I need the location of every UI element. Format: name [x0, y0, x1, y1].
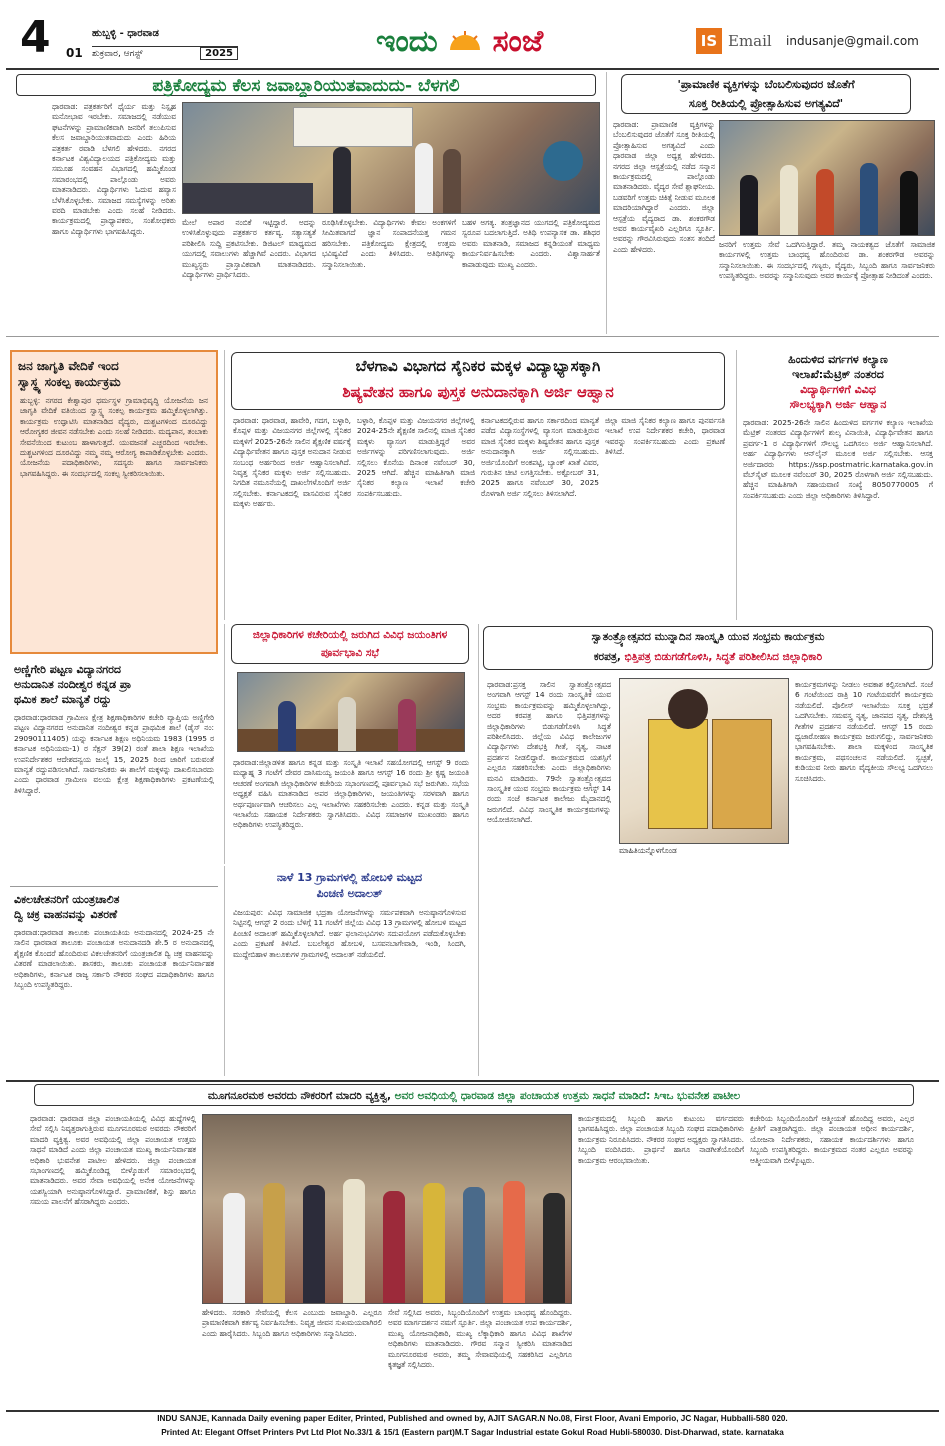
- article-body-col3: ರೂಢಿಸಿಕೊಳ್ಳಬೇಕು. ವಿದ್ಯಾರ್ಥಿಗಳು ಕೇವಲ ಅಂಕಗಳಿಗೆ ಸೀಮಿತವಾಗದೆ ಜ್ಞಾನ ಸಂಪಾದನೆಯತ್ತ ಗಮನ ಹರಿಸಬೇಕು. ಪತ್ರಿಕೋದ್ಯಮ ಕ್ಷೇತ್ರದಲ್ಲಿ ಉತ್ತಮ ಭವಿಷ್ಯವಿದೆ ಎಂದು ತಿಳಿಸಿದರು. ಅತಿಥಿಗಳನ್ನು ಸನ್ಮಾನಿಸಲಾಯಿತು.: [322, 218, 456, 269]
- article-health-pledge: [10, 350, 218, 654]
- headline-line2: ಸೂಕ್ತ ರೀತಿಯಲ್ಲಿ ಪ್ರೋತ್ಸಾಹಿಸುವ ಅಗತ್ಯವಿದೆ': [688, 97, 844, 110]
- headline-part2: ಅವರ ಅವಧಿಯಲ್ಲಿ ಧಾರವಾಡ ಜಿಲ್ಲಾ ಪಂಚಾಯತ ಉತ್ತಮ ಸಾಧನೆ ಮಾಡಿದೆ: ಸಿಇಒ ಭುವನೇಶ ಪಾಟೀಲ: [390, 1090, 741, 1102]
- article-body-col4: ಕಾರ್ಯಕ್ರಮದಲ್ಲಿ ಸಿಬ್ಬಂದಿ ಹಾಗೂ ಕುಟುಂಬ ವರ್ಗದವರು ಭಾಗವಹಿಸಿದ್ದರು. ಜಿಲ್ಲಾ ಪಂಚಾಯತ ಸಿಬ್ಬಂದಿ ಸಂಘದ ಪದಾಧಿಕಾರಿಗಳು ಕಾರ್ಯಕ್ರಮ ನಿರೂಪಿಸಿದರು. ನೌಕರರ ಸಂಘದ ಅಧ್ಯಕ್ಷರು ಸ್ವಾಗತಿಸಿದರು. ಸಿಬ್ಬಂದಿ ವಂದಿಸಿದರು. ಪ್ರಾರ್ಥನೆ ಹಾಗೂ ನಾಡಗೀತೆಯೊಂದಿಗೆ ಕಾರ್ಯಕ್ರಮ ಆರಂಭವಾಯಿತು.: [578, 1114, 744, 1165]
- person-figure: [338, 697, 356, 751]
- headline-line2b: ಭಿತ್ತಿಪತ್ರ ಬಿಡುಗಡೆಗೊಳಿಸಿ, ಸಿದ್ಧತೆ ಪರಿಶೀಲಿಸಿದ ಜಿಲ್ಲಾಧಿಕಾರಿ: [624, 651, 823, 663]
- headline-line2: ಶಿಷ್ಯವೇತನ ಹಾಗೂ ಪುಸ್ತಕ ಅನುದಾನಕ್ಕಾಗಿ ಅರ್ಜಿ ಆಹ್ವಾನ: [342, 383, 614, 401]
- banner-40: [543, 141, 583, 181]
- section-rule: [6, 1080, 939, 1082]
- headline-line2: ಪಿಂಚಣಿ ಅದಾಲತ್: [316, 887, 383, 900]
- person-figure: [278, 701, 296, 751]
- article-journalism: [6, 72, 604, 334]
- article-body-col2: ಮೇಲೆ ಅಪಾರ ನಂಬಿಕೆ ಇಟ್ಟಿದ್ದಾರೆ. ಅದನ್ನು ಉಳಿಸಿಕೊಳ್ಳುವುದು ಪತ್ರಕರ್ತರ ಕರ್ತವ್ಯ. ಸತ್ಯಾಸತ್ಯತೆ ಪರಿಶೀಲಿಸಿ ಸುದ್ದಿ ಪ್ರಕಟಿಸಬೇಕು. ಡಿಜಿಟಲ್ ಮಾಧ್ಯಮದ ಯುಗದಲ್ಲಿ ಸವಾಲುಗಳು ಹೆಚ್ಚಾಗಿವೆ ಎಂದರು. ವಿಭಾಗದ ಮುಖ್ಯಸ್ಥರು ಪ್ರಾಸ್ತಾವಿಕವಾಗಿ ಮಾತನಾಡಿದರು. ವಿದ್ಯಾರ್ಥಿಗಳು ಪ್ರಾರ್ಥಿಸಿದರು.: [182, 218, 316, 280]
- logo-text-right: ಸಂಜೆ: [492, 24, 544, 59]
- article-body: ಧಾರವಾಡ: 2025-26ನೇ ಸಾಲಿನ ಹಿಂದುಳಿದ ವರ್ಗಗಳ ಕಲ್ಯಾಣ ಇಲಾಖೆಯ ಮೆಟ್ರಿಕ್ ನಂತರದ ವಿದ್ಯಾರ್ಥಿಗಳಿಗೆ ಶುಲ್ಕ ವಿನಾಯಿತಿ, ವಿದ್ಯಾರ್ಥಿವೇತನ ಹಾಗೂ ಪ್ರವರ್ಗ-1 ರ ವಿದ್ಯಾರ್ಥಿಗಳಿಗೆ ಸೌಲಭ್ಯ ಒದಗಿಸಲು ಅರ್ಜಿ ಆಹ್ವಾನಿಸಲಾಗಿದೆ. ಅರ್ಹ ವಿದ್ಯಾರ್ಥಿಗಳು ಆನ್‌ಲೈನ್ ಮೂಲಕ ಅರ್ಜಿ ಸಲ್ಲಿಸಬೇಕು. ಆಸಕ್ತ ಅರ್ಜಿದಾರರು https://ssp.postmatric.karnataka.gov.in ವೆಬ್‌ಸೈಟ್ ಮೂಲಕ ನವೆಂಬರ್ 30, 2025 ರೊಳಗಾಗಿ ಅರ್ಜಿ ಸಲ್ಲಿಸಬಹುದು. ಹೆಚ್ಚಿನ ಮಾಹಿತಿಗಾಗಿ ಸಹಾಯವಾಣಿ ಸಂಖ್ಯೆ 8050770005 ಗೆ ಸಂಪರ್ಕಿಸಬಹುದು ಎಂದು ಜಿಲ್ಲಾ ಅಧಿಕಾರಿಗಳು ತಿಳಿಸಿದ್ದಾರೆ.: [743, 418, 933, 500]
- article-body: ಧಾರವಾಡ:ಧಾರವಾಡ ತಾಲೂಕು ಪಂಚಾಯತಿಯ ಅನುದಾನದಲ್ಲಿ 2024-25 ನೇ ಸಾಲಿನ ಧಾರವಾಡ ತಾಲೂಕು ಪಂಚಾಯತ ಅನುದಾನದಡಿ ಶೇ.5 ರ ಅನುದಾನದಲ್ಲಿ ಶೈಕ್ಷಣಿಕ ಕೊಂದರೆ ಹೊಂದಿರುವ ವಿಕಲಚೇತನರಿಗೆ ಯಂತ್ರಚಾಲಿತ ದ್ವಿ ಚಕ್ರ ವಾಹನವನ್ನು ವಿತರಣೆ ಮಾಡಲಾಯಿತು. ಶಾಸಕರು, ತಾಲೂಕು ಪಂಚಾಯತ ಕಾರ್ಯನಿರ್ವಾಹಕ ಅಧಿಕಾರಿಗಳು, ಕರ್ನಾಟಕ ರಾಜ್ಯ ಸರ್ಕಾರಿ ನೌಕರರ ಸಂಘದ ಪದಾಧಿಕಾರಿಗಳು ಹಾಗೂ ಸಿಬ್ಬಂದಿ ಉಪಸ್ಥಿತರಿದ್ದರು.: [14, 928, 214, 990]
- article-body-col1: ಧಾರವಾಡ: ಪತ್ರಕರ್ತರಿಗೆ ಧೈರ್ಯ ಮತ್ತು ನಿಸ್ಪೃಹ ಮನೋಭಾವ ಇರಬೇಕು. ಸಮಾಜದಲ್ಲಿ ನಡೆಯುವ ಘಟನೆಗಳನ್ನು ಪ್ರಾಮಾಣಿಕವಾಗಿ ಜನರಿಗೆ ತಲುಪಿಸುವ ಕೆಲಸ ಜವಾಬ್ದಾರಿಯುತವಾದುದು ಎಂದು ಹಿರಿಯ ಪತ್ರಕರ್ತ ರವಾಡಿ ಬೆಳಗಲಿ ಹೇಳಿದರು. ನಗರದ ಕರ್ನಾಟಕ ವಿಶ್ವವಿದ್ಯಾಲಯದ ಪತ್ರಿಕೋದ್ಯಮ ಮತ್ತು ಸಮೂಹ ಸಂವಹನ ವಿಭಾಗದಲ್ಲಿ ಹಮ್ಮಿಕೊಂಡ ಸಮಾರಂಭದಲ್ಲಿ ಪಾಲ್ಗೊಂಡು ಅವರು ಮಾತನಾಡಿದರು. ವಿದ್ಯಾರ್ಥಿಗಳು ಓದುವ ಹವ್ಯಾಸ ಬೆಳೆಸಿಕೊಳ್ಳಬೇಕು. ಸಮಾಜದ ಸಮಸ್ಯೆಗಳನ್ನು ಅರಿತು ವರದಿ ಮಾಡಬೇಕು ಎಂದು ಸಲಹೆ ನೀಡಿದರು. ಕಾರ್ಯಕ್ರಮದಲ್ಲಿ ಪ್ರಾಧ್ಯಾಪಕರು, ಸಂಶೋಧಕರು ಹಾಗೂ ವಿದ್ಯಾರ್ಥಿಗಳು ಭಾಗವಹಿಸಿದ್ದರು.: [52, 102, 176, 236]
- headline-line2: ದ್ವಿ ಚಕ್ರ ವಾಹನವನ್ನು ವಿತರಣೆ: [14, 908, 118, 921]
- person-figure: [816, 169, 834, 235]
- headline-line1: ಬೆಳಗಾವಿ ವಿಭಾಗದ ಸೈನಿಕರ ಮಕ್ಕಳ ವಿದ್ಯಾಭ್ಯಾಸಕ್ಕಾಗಿ: [355, 357, 601, 375]
- person-figure: [740, 175, 758, 235]
- felicitation-photo: [719, 120, 935, 236]
- section-rule: [6, 336, 939, 337]
- headline-line4: ಸೌಲಭ್ಯಕ್ಕಾಗಿ ಅರ್ಜಿ ಆಹ್ವಾನ: [789, 398, 887, 411]
- article-body-col2: ಜನರಿಗೆ ಉತ್ತಮ ಸೇವೆ ಒದಗಿಸುತ್ತಿದ್ದಾರೆ. ತಮ್ಮ ನಾಯಕತ್ವದ ಜೊತೆಗೆ ಸಾಮಾಜಿಕ ಕಾರ್ಯಗಳಲ್ಲಿ ಉತ್ತಮ ಬಾಂಧವ್ಯ ಹೊಂದಿರುವ ಡಾ. ಶಂಕರಗೌಡ ಅವರನ್ನು ಸನ್ಮಾನಿಸಲಾಯಿತು. ಈ ಸಂದರ್ಭದಲ್ಲಿ ಗಣ್ಯರು, ವೈದ್ಯರು, ಸಿಬ್ಬಂದಿ ಹಾಗೂ ಸಾರ್ವಜನಿಕರು ಉಪಸ್ಥಿತರಿದ್ದರು. ಅವರನ್ನು ಸನ್ಮಾನಿಸುವುದು ಅವರ ಕಾರ್ಯಕ್ಕೆ ಪ್ರೋತ್ಸಾಹ ನೀಡಿದಂತೆ ಎಂದರು.: [719, 240, 935, 281]
- article-body-col1: ಧಾರವಾಡ: ಧಾರವಾಡ ಜಿಲ್ಲಾ ಪಂಚಾಯತಿಯಲ್ಲಿ ವಿವಿಧ ಹುದ್ದೆಗಳಲ್ಲಿ ಸೇವೆ ಸಲ್ಲಿಸಿ ನಿವೃತ್ತರಾಗುತ್ತಿರುವ ಮೂಗನೂರಮಠ ಅವರದು ನೌಕರರಿಗೆ ಮಾದರಿ ವ್ಯಕ್ತಿತ್ವ. ಅವರ ಅವಧಿಯಲ್ಲಿ ಜಿಲ್ಲಾ ಪಂಚಾಯತ ಉತ್ತಮ ಸಾಧನೆ ಮಾಡಿದೆ ಎಂದು ಜಿಲ್ಲಾ ಪಂಚಾಯತ ಮುಖ್ಯ ಕಾರ್ಯನಿರ್ವಾಹಕ ಅಧಿಕಾರಿ ಭುವನೇಶ ಪಾಟೀಲ ಹೇಳಿದರು. ಜಿಲ್ಲಾ ಪಂಚಾಯತ ಸಭಾಂಗಣದಲ್ಲಿ ಹಮ್ಮಿಕೊಂಡಿದ್ದ ಬೀಳ್ಕೊಡುಗೆ ಸಮಾರಂಭದಲ್ಲಿ ಮಾತನಾಡಿದರು. ಅವರ ಸೇವಾ ಅವಧಿಯಲ್ಲಿ ಅನೇಕ ಯೋಜನೆಗಳನ್ನು ಯಶಸ್ವಿಯಾಗಿ ಅನುಷ್ಠಾನಗೊಳಿಸಿದ್ದಾರೆ. ಪ್ರಾಮಾಣಿಕತೆ, ಶಿಸ್ತು ಹಾಗೂ ಸಮಯ ಪಾಲನೆಗೆ ಹೆಸರಾಗಿದ್ದರು ಎಂದರು.: [30, 1114, 196, 1207]
- headline-text: ಪತ್ರಿಕೋದ್ಯಮ ಕೆಲಸ ಜವಾಬ್ದಾರಿಯುತವಾದುದು- ಬೆಳಗಲಿ: [152, 76, 460, 96]
- person-figure: [303, 1185, 325, 1303]
- headline-line1: ಅಣ್ಣಿಗೇರಿ ಪಟ್ಟಣ ವಿದ್ಯಾನಗರದ: [14, 663, 122, 676]
- person-figure: [463, 1187, 485, 1303]
- person-figure: [398, 699, 416, 751]
- is-logo: IS: [696, 28, 722, 54]
- article-soldier-scholarship: [224, 350, 732, 620]
- page-number: 4: [20, 12, 51, 63]
- farewell-group-photo: [202, 1114, 572, 1304]
- imprint-footer: [6, 1410, 939, 1442]
- article-body-col3: ಕರ್ನಾಟಕದಲ್ಲಿರುವ ಹಾಗೂ ಸರ್ಕಾರದಿಂದ ಮಾನ್ಯತೆ ಪಡೆದ ವಿದ್ಯಾಸಂಸ್ಥೆಗಳಲ್ಲಿ ವ್ಯಾಸಂಗ ಮಾಡುತ್ತಿರುವ ಮಾಜಿ ಸೈನಿಕರ ಮಕ್ಕಳು ಶಿಷ್ಯವೇತನ ಹಾಗೂ ಪುಸ್ತಕ ಅನುದಾನಕ್ಕಾಗಿ ಅರ್ಜಿ ಸಲ್ಲಿಸಬಹುದು. ಅರ್ಜಿಯೊಂದಿಗೆ ಅಂಕಪಟ್ಟಿ, ಬ್ಯಾಂಕ್ ಖಾತೆ ವಿವರ, ಗುರುತಿನ ಚೀಟಿ ಲಗತ್ತಿಸಬೇಕು. ಅಕ್ಟೋಬರ್ 31, 2025 ಹಾಗೂ ನವೆಂಬರ್ 30, 2025 ರೊಳಗಾಗಿ ಅರ್ಜಿ ಸಲ್ಲಿಸಲು ತಿಳಿಸಲಾಗಿದೆ.: [481, 416, 599, 498]
- culture-headline: [483, 626, 933, 670]
- person-figure: [780, 165, 798, 235]
- person-figure: [668, 689, 708, 729]
- poster: [648, 719, 708, 829]
- article-body-col2: ಕಾರ್ಯಕ್ರಮಗಳನ್ನು ನೀಡಲು ಅವಕಾಶ ಕಲ್ಪಿಸಲಾಗಿದೆ. ಸಂಜೆ 6 ಗಂಟೆಯಿಂದ ರಾತ್ರಿ 10 ಗಂಟೆಯವರೆಗೆ ಕಾರ್ಯಕ್ರಮ ನಡೆಯಲಿದೆ. ಪೊಲೀಸ್ ಇಲಾಖೆಯು ಸೂಕ್ತ ಭದ್ರತೆ ಒದಗಿಸಬೇಕು. ಸಮವಸ್ತ್ರ ನೃತ್ಯ, ಜಾನಪದ ನೃತ್ಯ, ದೇಶಭಕ್ತಿ ಗೀತೆಗಳ ಪ್ರದರ್ಶನ ನಡೆಯಲಿದೆ. ಆಗಸ್ಟ್ 15 ರಂದು ಧ್ವಜಾರೋಹಣ ಕಾರ್ಯಕ್ರಮ ಜರುಗಲಿದ್ದು, ಸಾರ್ವಜನಿಕರು ಭಾಗವಹಿಸಬೇಕು. ಶಾಲಾ ಮಕ್ಕಳಿಂದ ಸಾಂಸ್ಕೃತಿಕ ಕಾರ್ಯಕ್ರಮ, ಪಥಸಂಚಲನ ನಡೆಯಲಿದೆ. ಸ್ವಚ್ಛತೆ, ಕುಡಿಯುವ ನೀರು ಹಾಗೂ ವೈದ್ಯಕೀಯ ಸೌಲಭ್ಯ ಒದಗಿಸಲು ಸೂಚಿಸಿದರು.: [795, 680, 933, 783]
- photo-caption: ಮಾಹಿತಿಯನ್ನೊಳಗೊಂಡ: [619, 846, 677, 855]
- person-figure: [383, 1191, 405, 1303]
- meeting-photo: [237, 672, 465, 752]
- email-address[interactable]: indusanje@gmail.com: [786, 34, 919, 48]
- person-figure: [900, 171, 918, 235]
- article-body-col1: ಧಾರವಾಡ: ಧಾರವಾಡ, ಹಾವೇರಿ, ಗದಗ, ಬಳ್ಳಾರಿ, ಕೊಪ್ಪಳ ಮತ್ತು ವಿಜಯನಗರ ಜಿಲ್ಲೆಗಳಲ್ಲಿ ಸೈನಿಕರ ಮಕ್ಕಳಿಗೆ 2025-26ನೇ ಸಾಲಿನ ಶೈಕ್ಷಣಿಕ ವರ್ಷಕ್ಕೆ ವಿದ್ಯಾರ್ಥಿವೇತನ ಹಾಗೂ ಪುಸ್ತಕ ಅನುದಾನ ನೀಡುವ ಸಂಬಂಧ ಅರ್ಹರಿಂದ ಅರ್ಜಿ ಆಹ್ವಾನಿಸಲಾಗಿದೆ. ನಿವೃತ್ತ ಸೈನಿಕರ ಮಕ್ಕಳು ಅರ್ಜಿ ಸಲ್ಲಿಸಬಹುದು. ನಿಗದಿತ ನಮೂನೆಯಲ್ಲಿ ದಾಖಲೆಗಳೊಂದಿಗೆ ಅರ್ಜಿ ಸಲ್ಲಿಸಬೇಕು. ಕರ್ನಾಟಕದಲ್ಲಿ ವಾಸವಿರುವ ಸೈನಿಕರ ಮಕ್ಕಳು ಅರ್ಹರು.: [233, 416, 351, 509]
- scholarship-headline: [231, 352, 725, 410]
- poster-release-photo: [619, 678, 789, 844]
- article-pension-adalat: [224, 866, 474, 1076]
- date-line: [92, 46, 238, 59]
- section-rule: [10, 886, 218, 887]
- headline-line1: ಜನ ಜಾಗೃತಿ ವೇದಿಕೆ ಇಂದ: [18, 359, 119, 373]
- article-body-col1: ಧಾರವಾಡ:ಪ್ರಸಕ್ತ ಸಾಲಿನ ಸ್ವಾತಂತ್ರ್ಯೋತ್ಸವದ ಅಂಗವಾಗಿ ಆಗಸ್ಟ್ 14 ರಂದು ಸಾಂಸ್ಕೃತಿಕ ಯುವ ಸಂಭ್ರಮ ಕಾರ್ಯಕ್ರಮವನ್ನು ಹಮ್ಮಿಕೊಳ್ಳಲಾಗಿದ್ದು, ಅದರ ಕರಪತ್ರ ಹಾಗೂ ಭಿತ್ತಿಪತ್ರಗಳನ್ನು ಜಿಲ್ಲಾಧಿಕಾರಿಗಳು ಬಿಡುಗಡೆಗೊಳಿಸಿ ಸಿದ್ಧತೆ ಪರಿಶೀಲಿಸಿದರು. ಜಿಲ್ಲೆಯ ವಿವಿಧ ಕಾಲೇಜುಗಳ ವಿದ್ಯಾರ್ಥಿಗಳು ದೇಶಭಕ್ತಿ ಗೀತೆ, ನೃತ್ಯ, ನಾಟಕ ಪ್ರದರ್ಶನ ನೀಡಲಿದ್ದಾರೆ. ಕಾರ್ಯಕ್ರಮದ ಯಶಸ್ಸಿಗೆ ಎಲ್ಲರೂ ಸಹಕರಿಸಬೇಕು ಎಂದು ಜಿಲ್ಲಾಧಿಕಾರಿಗಳು ಮನವಿ ಮಾಡಿದರು. 79ನೇ ಸ್ವಾತಂತ್ರ್ಯೋತ್ಸವದ ಸಾಂಸ್ಕೃತಿಕ ಯುವ ಸಂಭ್ರಮ ಕಾರ್ಯಕ್ರಮ ಆಗಸ್ಟ್ 14 ರಂದು ಸಂಜೆ ಕರ್ನಾಟಕ ಕಾಲೇಜು ಮೈದಾನದಲ್ಲಿ ಜರುಗಲಿದೆ. ವಿವಿಧ ಸಾಂಸ್ಕೃತಿಕ ಕಾರ್ಯಕ್ರಮಗಳನ್ನು ಆಯೋಜಿಸಲಾಗಿದೆ.: [487, 680, 611, 825]
- article-journalism-headline: [16, 74, 596, 96]
- jayanthi-headline: [231, 624, 469, 664]
- article-body: ಧಾರವಾಡ:ಜಿಲ್ಲಾಡಳಿತ ಹಾಗೂ ಕನ್ನಡ ಮತ್ತು ಸಂಸ್ಕೃತಿ ಇಲಾಖೆ ಸಹಯೋಗದಲ್ಲಿ ಆಗಸ್ಟ್ 9 ರಂದು ಮಧ್ಯಾಹ್ನ 3 ಗಂಟೆಗೆ ದೇವರ ದಾಸಿಮಯ್ಯ ಜಯಂತಿ ಹಾಗೂ ಆಗಸ್ಟ್ 16 ರಂದು ಶ್ರೀ ಕೃಷ್ಣ ಜಯಂತಿ ಆಚರಣೆ ಅಂಗವಾಗಿ ಜಿಲ್ಲಾಧಿಕಾರಿಗಳ ಕಚೇರಿಯ ಸಭಾಂಗಣದಲ್ಲಿ ಪೂರ್ವಭಾವಿ ಸಭೆ ಜರುಗಿತು. ಸಭೆಯ ಅಧ್ಯಕ್ಷತೆ ವಹಿಸಿ ಮಾತನಾಡಿದ ಅಪರ ಜಿಲ್ಲಾಧಿಕಾರಿಗಳು, ಜಯಂತಿಗಳನ್ನು ಸರಳವಾಗಿ ಹಾಗೂ ಅರ್ಥಪೂರ್ಣವಾಗಿ ಆಚರಿಸಲು ಎಲ್ಲ ಇಲಾಖೆಗಳು ಸಹಕರಿಸಬೇಕು ಎಂದರು. ಕನ್ನಡ ಮತ್ತು ಸಂಸ್ಕೃತಿ ಇಲಾಖೆಯ ಸಹಾಯಕ ನಿರ್ದೇಶಕರು ಸ್ವಾಗತಿಸಿದರು. ವಿವಿಧ ಸಮಾಜಗಳ ಮುಖಂಡರು ಹಾಗೂ ಅಧಿಕಾರಿಗಳು ಉಪಸ್ಥಿತರಿದ್ದರು.: [233, 758, 469, 830]
- person-figure: [333, 147, 351, 213]
- headline-text: ಜಿಲ್ಲಾಧಿಕಾರಿಗಳ ಕಚೇರಿಯಲ್ಲಿ ಜರುಗಿದ ವಿವಿಧ ಜಯಂತಿಗಳ ಪೂರ್ವಭಾವಿ ಸಭೆ: [252, 629, 448, 659]
- person-figure: [415, 143, 433, 213]
- paper-logo: [376, 24, 606, 60]
- headline-line1: ವಿಕಲಚೇತನರಿಗೆ ಯಂತ್ರಚಾಲಿತ: [14, 893, 120, 906]
- article-independence-culture: [478, 624, 939, 1076]
- farewell-headline: [34, 1084, 914, 1106]
- imprint-line1: INDU SANJE, Kannada Daily evening paper Editer, Printed, Published and owned by, AJIT SAGAR.N No.08, First Floor, Avani Emporio, JC Nagar, Hubballi-580 020.: [157, 1414, 788, 1423]
- imprint-line2: Printed At: Elegant Offset Printers Pvt Ltd Plot No.33/1 & 15/1 (Eastern part)M.T Sagar Industrial estate Gokul Road Hubli-580030. Dist-Dharwad, state. karnataka: [161, 1428, 784, 1437]
- stage-banner: [293, 107, 413, 147]
- article-farewell-ceo: [6, 1084, 939, 1404]
- article-jayanthi-meeting: [224, 624, 474, 864]
- headline-line1: ನಾಳೆ 13 ಗ್ರಾಮಗಳಲ್ಲಿ ಹೋಬಳಿ ಮಟ್ಟದ: [276, 871, 423, 884]
- logo-text-left: ಇಂದು: [376, 24, 438, 59]
- person-figure: [860, 163, 878, 235]
- article-body: ವಿಜಯಪುರ: ವಿವಿಧ ಸಾಮಾಜಿಕ ಭದ್ರತಾ ಯೋಜನೆಗಳನ್ನು ಸರ್ಮಪಕವಾಗಿ ಅನುಷ್ಠಾನಗೊಳಿಸುವ ನಿಟ್ಟಿನಲ್ಲಿ ಆಗಸ್ಟ್ 2 ರಂದು ಬೆಳಿಗ್ಗೆ 11 ಗಂಟೆಗೆ ಜಿಲ್ಲೆಯ ವಿವಿಧ 13 ಗ್ರಾಮಗಳಲ್ಲಿ ಹೋಬಳಿ ಮಟ್ಟದ ಪಿಂಚಣಿ ಅದಾಲತ್ ಹಮ್ಮಿಕೊಳ್ಳಲಾಗಿದೆ. ಅರ್ಹ ಫಲಾನುಭವಿಗಳು ಸದುಪಯೋಗ ಪಡೆದುಕೊಳ್ಳಬೇಕು ಎಂದು ಪ್ರಕಟಣೆ ತಿಳಿಸಿದೆ. ಬಬಲೇಶ್ವರ ಹೋಬಳಿ, ಬಸವನಬಾಗೇವಾಡಿ, ಇಂಡಿ, ಸಿಂದಗಿ, ಮುದ್ದೇಬಿಹಾಳ ತಾಲೂಕುಗಳ ಗ್ರಾಮಗಳಲ್ಲಿ ಅದಾಲತ್ ನಡೆಯಲಿದೆ.: [233, 908, 466, 959]
- headline-line2: [484, 647, 932, 667]
- article-honest-headline: [621, 74, 911, 114]
- headline-line3: ವಿದ್ಯಾರ್ಥಿಗಳಿಗೆ ವಿವಿಧ: [800, 383, 876, 396]
- article-body-col1: ಧಾರವಾಡ: ಪ್ರಾಮಾಣಿಕ ವ್ಯಕ್ತಿಗಳನ್ನು ಬೆಂಬಲಿಸುವುದರ ಜೊತೆಗೆ ಸೂಕ್ತ ರೀತಿಯಲ್ಲಿ ಪ್ರೋತ್ಸಾಹಿಸುವ ಅಗತ್ಯವಿದೆ ಎಂದು ಧಾರವಾಡ ಜಿಲ್ಲಾ ಅಧ್ಯಕ್ಷ ಹೇಳಿದರು. ನಗರದ ಜಿಲ್ಲಾ ಆಸ್ಪತ್ರೆಯಲ್ಲಿ ನಡೆದ ಸನ್ಮಾನ ಕಾರ್ಯಕ್ರಮದಲ್ಲಿ ಪಾಲ್ಗೊಂಡು ಮಾತನಾಡಿದರು. ವೈದ್ಯರ ಸೇವೆ ಶ್ಲಾಘನೀಯ. ಬಡವರಿಗೆ ಉತ್ತಮ ಚಿಕಿತ್ಸೆ ನೀಡುವ ಮೂಲಕ ಮಾದರಿಯಾಗಿದ್ದಾರೆ ಎಂದರು. ಜಿಲ್ಲಾ ಆಸ್ಪತ್ರೆಯ ವೈದ್ಯರಾದ ಡಾ. ಶಂಕರಗೌಡ ಅವರ ಕಾರ್ಯವೈಖರಿ ಎಲ್ಲರಿಗೂ ಸ್ಫೂರ್ತಿ. ಅವರನ್ನು ಗೌರವಿಸಿರುವುದು ಸಂತಸ ತಂದಿದೆ ಎಂದು ಹೇಳಿದರು.: [613, 120, 715, 254]
- person-figure: [343, 1179, 365, 1303]
- sun-icon: [448, 25, 482, 61]
- article-body: ಧಾರವಾಡ:ಧಾರವಾಡ ಗ್ರಾಮೀಣ ಕ್ಷೇತ್ರ ಶಿಕ್ಷಣಾಧಿಕಾರಿಗಳ ಕಚೇರಿ ವ್ಯಾಪ್ತಿಯ ಅಣ್ಣಿಗೇರಿ ಪಟ್ಟಣ ವಿದ್ಯಾನಗರದ ಅನುದಾನಿತ ನಂದೀಶ್ವರ ಕನ್ನಡ ಪ್ರಾಥಮಿಕ ಶಾಲೆ (ಡೈಸ್ ನಂ: 29090111405) ಯನ್ನು ಕರ್ನಾಟಕ ಶಿಕ್ಷಣ ಅಧಿನಿಯಮ 1983 (1995 ರ ಕರ್ನಾಟಕ ಅಧಿನಿಯಮ-1) ರ ಸೆಕ್ಷನ್ 39(2) ರಂತೆ ಶಾಲಾ ಶಿಕ್ಷಣ ಇಲಾಖೆಯ ಉಪನಿರ್ದೇಶಕರ ಆದೇಶದನ್ವಯ ಜುಲೈ 15, 2025 ರಿಂದ ಜಾರಿಗೆ ಬರುವಂತೆ ಮಾನ್ಯತೆ ರದ್ದುಪಡಿಸಲಾಗಿದೆ. ಸಾರ್ವಜನಿಕರು ಈ ಶಾಲೆಗೆ ಮಕ್ಕಳನ್ನು ದಾಖಲಿಸಬಾರದು ಎಂದು ಧಾರವಾಡ ಗ್ರಾಮೀಣ ವಲಯ ಕ್ಷೇತ್ರ ಶಿಕ್ಷಣಾಧಿಕಾರಿಗಳು ಪ್ರಕಟಣೆಯಲ್ಲಿ ತಿಳಿಸಿದ್ದಾರೆ.: [14, 713, 214, 795]
- headline-text: [35, 1085, 913, 1107]
- masthead-rule: [6, 68, 939, 70]
- headline-line3: ಥಮಿಕ ಶಾಲೆ ಮಾನ್ಯತೆ ರದ್ದು: [14, 693, 112, 706]
- article-body-col3: ಸೇವೆ ಸಲ್ಲಿಸಿದ ಅವರು, ಸಿಬ್ಬಂದಿಯೊಂದಿಗೆ ಉತ್ತಮ ಬಾಂಧವ್ಯ ಹೊಂದಿದ್ದರು. ಅವರ ಮಾರ್ಗದರ್ಶನ ನಮಗೆ ಸ್ಫೂರ್ತಿ. ಜಿಲ್ಲಾ ಪಂಚಾಯತ ಉಪ ಕಾರ್ಯದರ್ಶಿ, ಮುಖ್ಯ ಯೋಜನಾಧಿಕಾರಿ, ಮುಖ್ಯ ಲೆಕ್ಕಾಧಿಕಾರಿ ಹಾಗೂ ವಿವಿಧ ಶಾಖೆಗಳ ಅಧಿಕಾರಿಗಳು ಮಾತನಾಡಿದರು. ಗೌರವ ಸನ್ಮಾನ ಸ್ವೀಕರಿಸಿ ಮಾತನಾಡಿದ ಮೂಗನೂರಮಠ ಅವರು, ತಮ್ಮ ಸೇವಾವಧಿಯಲ್ಲಿ ಸಹಕರಿಸಿದ ಎಲ್ಲರಿಗೂ ಕೃತಜ್ಞತೆ ಸಲ್ಲಿಸಿದರು.: [388, 1308, 572, 1370]
- article-body-col5: ಕಚೇರಿಯ ಸಿಬ್ಬಂದಿಯೊಂದಿಗೆ ಆತ್ಮೀಯತೆ ಹೊಂದಿದ್ದ ಅವರು, ಎಲ್ಲರ ಪ್ರೀತಿಗೆ ಪಾತ್ರರಾಗಿದ್ದರು. ಜಿಲ್ಲಾ ಪಂಚಾಯತ ಅಧೀನ ಕಾರ್ಯದರ್ಶಿ, ಯೋಜನಾ ನಿರ್ದೇಶಕರು, ಸಹಾಯಕ ಕಾರ್ಯದರ್ಶಿಗಳು ಹಾಗೂ ಸಿಬ್ಬಂದಿ ಉಪಸ್ಥಿತರಿದ್ದರು. ಕಾರ್ಯಕ್ರಮದ ನಂತರ ಎಲ್ಲರೂ ಅವರನ್ನು ಆತ್ಮೀಯವಾಗಿ ಬೀಳ್ಕೊಟ್ಟರು.: [750, 1114, 914, 1165]
- article-honest-people: [606, 72, 939, 334]
- poster: [712, 719, 772, 829]
- article-body: ಹುಬ್ಬಳ್ಳಿ: ನಗರದ ಕೇಶ್ವಾಪುರ ಧರ್ಮಸ್ಥಳ ಗ್ರಾಮಾಭಿವೃದ್ಧಿ ಯೋಜನೆಯ ಜನ ಜಾಗೃತಿ ವೇದಿಕೆ ವತಿಯಿಂದ ಸ್ವಾಸ್ಥ್ಯ ಸಂಕಲ್ಪ ಕಾರ್ಯಕ್ರಮ ಹಮ್ಮಿಕೊಳ್ಳಲಾಗಿತ್ತು. ಕಾರ್ಯಕ್ರಮ ಉದ್ಘಾಟಿಸಿ ಮಾತನಾಡಿದ ವೈದ್ಯರು, ದುಶ್ಚಟಗಳಿಂದ ದೂರವಿದ್ದು ಆರೋಗ್ಯಕರ ಜೀವನ ನಡೆಸಬೇಕು ಎಂದು ಸಲಹೆ ನೀಡಿದರು. ಮದ್ಯಪಾನ, ತಂಬಾಕು ಸೇವನೆಯಿಂದ ಕುಟುಂಬ ಹಾಳಾಗುತ್ತದೆ. ಯುವಜನತೆ ಎಚ್ಚರದಿಂದ ಇರಬೇಕು. ದುಶ್ಚಟಗಳಿಂದ ದೂರವಿದ್ದು ನಮ್ಮ ನಮ್ಮ ಆರೋಗ್ಯ ಕಾಪಾಡಿಕೊಳ್ಳಬೇಕು ಎಂದರು. ಯೋಜನೆಯ ಪದಾಧಿಕಾರಿಗಳು, ಸದಸ್ಯರು ಹಾಗೂ ಸಾರ್ವಜನಿಕರು ಭಾಗವಹಿಸಿದ್ದರು. ಈ ಸಂದರ್ಭದಲ್ಲಿ ಸಂಕಲ್ಪ ಸ್ವೀಕರಿಸಲಾಯಿತು.: [20, 396, 208, 478]
- audience: [183, 183, 313, 213]
- email-label: Email: [728, 32, 772, 50]
- year-badge: 2025: [200, 47, 238, 60]
- headline-line2a: ಕರಪತ್ರ,: [593, 651, 625, 663]
- headline-part1: ಮೂಗನೂರಮಠ ಅವರದು ನೌಕರರಿಗೆ ಮಾದರಿ ವ್ಯಕ್ತಿತ್ವ,: [207, 1090, 391, 1102]
- date-text: ಶುಕ್ರವಾರ, ಆಗಸ್ಟ್: [92, 49, 143, 59]
- person-figure: [443, 149, 461, 213]
- article-backward-classes: [736, 350, 939, 620]
- person-figure: [263, 1183, 285, 1303]
- masthead: [6, 6, 939, 70]
- person-figure: [503, 1181, 525, 1303]
- person-figure: [423, 1183, 445, 1303]
- person-figure: [223, 1193, 245, 1303]
- place-line: ಹುಬ್ಬಳ್ಳಿ - ಧಾರವಾಡ: [92, 28, 159, 39]
- article-body-col4: ಜಿಲ್ಲಾ ಮಾಜಿ ಸೈನಿಕರ ಕಲ್ಯಾಣ ಹಾಗೂ ಪುನರ್ವಸತಿ ಇಲಾಖೆ ಉಪ ನಿರ್ದೇಶಕರ ಕಚೇರಿ, ಧಾರವಾಡ ಇವರನ್ನು ಸಂಪರ್ಕಿಸಬಹುದು ಎಂದು ಪ್ರಕಟಣೆ ತಿಳಿಸಿದೆ.: [605, 416, 725, 457]
- headline-line1: ಸ್ವಾತಂತ್ರ್ಯೋತ್ಸವದ ಮುನ್ನಾದಿನ ಸಾಂಸ್ಕೃತಿ ಯುವ ಸಂಭ್ರಮ ಕಾರ್ಯಕ್ರಮ: [591, 631, 825, 643]
- article-wheelchair-distribution: [10, 890, 218, 1076]
- article-body-col2: ಬಳ್ಳಾರಿ, ಕೊಪ್ಪಳ ಮತ್ತು ವಿಜಯನಗರ ಜಿಲ್ಲೆಗಳಲ್ಲಿ 2024-25ನೇ ಶೈಕ್ಷಣಿಕ ಸಾಲಿನಲ್ಲಿ ಮಾಜಿ ಸೈನಿಕರ ಮಕ್ಕಳು ವ್ಯಾಸಂಗ ಮಾಡುತ್ತಿದ್ದರೆ ಅವರ ಅರ್ಜಿಗಳನ್ನು ಪರಿಗಣಿಸಲಾಗುವುದು. ಅರ್ಜಿ ಸಲ್ಲಿಸಲು ಕೊನೆಯ ದಿನಾಂಕ ನವೆಂಬರ್ 30, 2025 ಆಗಿದೆ. ಹೆಚ್ಚಿನ ಮಾಹಿತಿಗಾಗಿ ಮಾಜಿ ಸೈನಿಕರ ಕಲ್ಯಾಣ ಇಲಾಖೆ ಕಚೇರಿ ಸಂಪರ್ಕಿಸಬಹುದು.: [357, 416, 475, 498]
- article-body-col4: ಬಹಳ ಅಗತ್ಯ. ತಂತ್ರಜ್ಞಾನದ ಯುಗದಲ್ಲಿ ಪತ್ರಿಕೋದ್ಯಮದ ಸ್ವರೂಪ ಬದಲಾಗುತ್ತಿದೆ. ಅತಿಥಿ ಉಪನ್ಯಾಸಕ ಡಾ. ಶಶಿಧರ ಅವರು ಮಾತನಾಡಿ, ಸಮಾಜದ ಕನ್ನಡಿಯಂತೆ ಮಾಧ್ಯಮ ಕಾರ್ಯನಿರ್ವಹಿಸಬೇಕು ಎಂದರು. ವಿಶ್ವಾಸಾರ್ಹತೆ ಕಾಪಾಡುವುದು ಮುಖ್ಯ ಎಂದರು.: [462, 218, 600, 269]
- article-school-derecognition: [10, 660, 218, 884]
- article-body-col2: ಹೇಳಿದರು. ಸರಕಾರಿ ಸೇವೆಯಲ್ಲಿ ಕೆಲಸ ಎಂಬುದು ಜವಾಬ್ದಾರಿ. ಎಲ್ಲರೂ ಪ್ರಾಮಾಣಿಕವಾಗಿ ಕರ್ತವ್ಯ ನಿರ್ವಹಿಸಬೇಕು. ನಿವೃತ್ತ ಜೀವನ ಸುಖಮಯವಾಗಿರಲಿ ಎಂದು ಹಾರೈಸಿದರು. ಸಿಬ್ಬಂದಿ ಹಾಗೂ ಅಧಿಕಾರಿಗಳು ಸನ್ಮಾನಿಸಿದರು.: [202, 1308, 382, 1338]
- headline-line2: ಇಲಾಖೆ:ಮೆಟ್ರಿಕ್ ನಂತರದ: [792, 368, 884, 381]
- person-figure: [543, 1193, 565, 1303]
- headline-line2: ಸ್ವಾಸ್ಥ್ಯ ಸಂಕಲ್ಪ ಕಾರ್ಯಕ್ರಮ: [18, 375, 121, 389]
- headline-line2: ಅನುದಾನಿತ ನಂದೀಶ್ವರ ಕನ್ನಡ ಪ್ರಾ: [14, 678, 132, 691]
- event-photo: [182, 102, 600, 214]
- headline-line1: ಹಿಂದುಳಿದ ವರ್ಗಗಳ ಕಲ್ಯಾಣ: [788, 353, 888, 366]
- headline-line1: 'ಪ್ರಾಮಾಣಿಕ ವ್ಯಕ್ತಿಗಳನ್ನು ಬೆಂಬಲಿಸುವುದರ ಜೊತೆಗೆ: [677, 78, 855, 91]
- edition-number: 01: [66, 46, 83, 60]
